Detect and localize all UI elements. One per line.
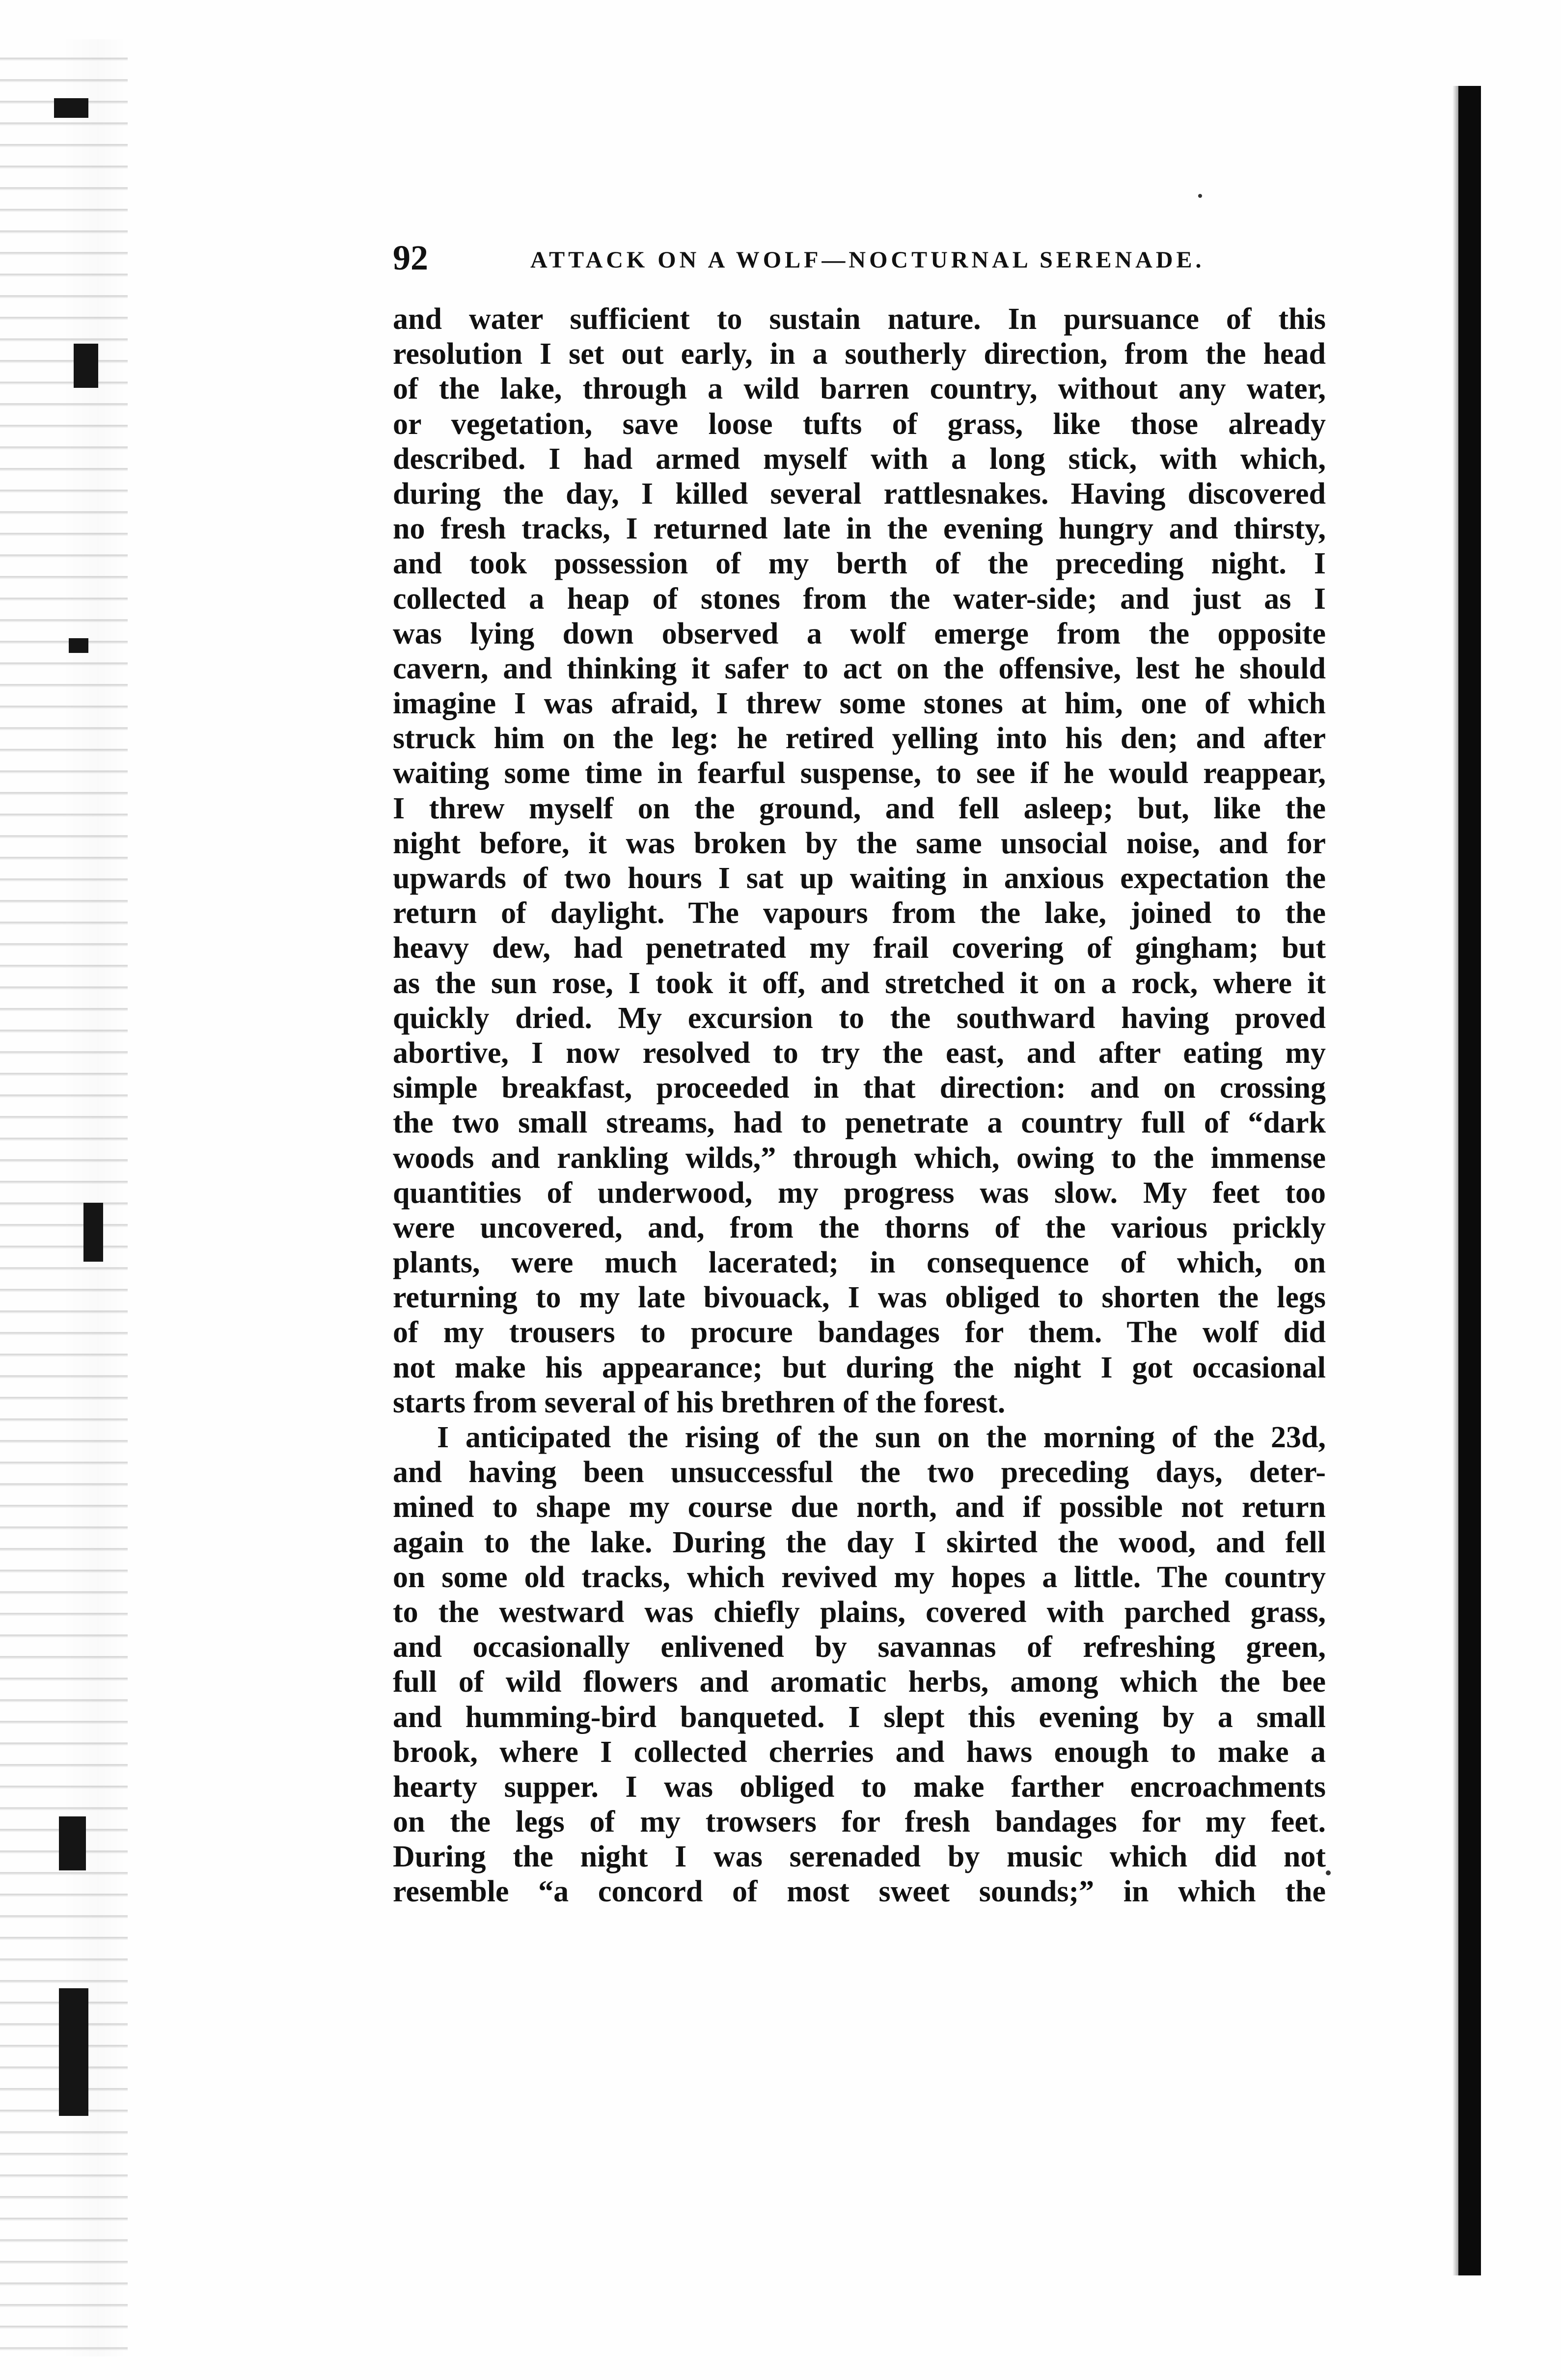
text-line: night before, it was broken by the same unsocial noise, and for	[393, 826, 1326, 860]
body-text	[393, 302, 1326, 1910]
text-line: simple breakfast, proceeded in that direction: and on crossing	[393, 1071, 1326, 1105]
running-head: ATTACK ON A WOLF—NOCTURNAL SERENADE.	[530, 247, 1205, 273]
text-line: brook, where I collected cherries and haws enough to make a	[393, 1735, 1326, 1769]
scan-edge-right	[1458, 86, 1481, 2275]
text-line: quantities of underwood, my progress was slow. My feet too	[393, 1176, 1326, 1210]
scan-mark	[54, 98, 88, 118]
text-line: woods and rankling wilds,” through which, owing to the immense	[393, 1141, 1326, 1175]
text-line: was lying down observed a wolf emerge from the opposite	[393, 617, 1326, 650]
scan-mark	[59, 1988, 88, 2116]
text-line: I threw myself on the ground, and fell asleep; but, like the	[393, 791, 1326, 825]
scan-edge-right-shade	[1452, 86, 1458, 2275]
text-line: and having been unsuccessful the two preceding days, deter-	[393, 1456, 1326, 1489]
text-line: resemble “a concord of most sweet sounds;” in which the	[393, 1875, 1326, 1909]
scan-speck	[1326, 1870, 1331, 1875]
text-line: described. I had armed myself with a long stick, with which,	[393, 442, 1326, 476]
text-line: on the legs of my trowsers for fresh bandages for my feet.	[393, 1805, 1326, 1839]
text-line: not make his appearance; but during the night I got occasional	[393, 1351, 1326, 1384]
text-line: to the westward was chiefly plains, covered with parched grass,	[393, 1595, 1326, 1629]
text-line: full of wild flowers and aromatic herbs, among which the bee	[393, 1665, 1326, 1699]
page-header	[393, 236, 1375, 280]
paragraph-end-line: starts from several of his brethren of the forest.	[393, 1385, 1006, 1419]
text-line: plants, were much lacerated; in consequence of which, on	[393, 1246, 1326, 1280]
text-line: or vegetation, save loose tufts of grass, like those already	[393, 407, 1326, 441]
text-line: heavy dew, had penetrated my frail covering of gingham; but	[393, 931, 1326, 965]
text-line: imagine I was afraid, I threw some stones at him, one of which	[393, 687, 1326, 721]
text-line: hearty supper. I was obliged to make farther encroachments	[393, 1770, 1326, 1804]
scan-mark	[83, 1203, 103, 1262]
text-line: struck him on the leg: he retired yelling into his den; and after	[393, 722, 1326, 756]
text-line: again to the lake. During the day I skirted the wood, and fell	[393, 1525, 1326, 1559]
text-line: as the sun rose, I took it off, and stretched it on a rock, where it	[393, 966, 1326, 1000]
text-line: resolution I set out early, in a southerly direction, from the head	[393, 337, 1326, 371]
text-line: returning to my late bivouack, I was obliged to shorten the legs	[393, 1281, 1326, 1315]
text-line: cavern, and thinking it safer to act on the offensive, lest he should	[393, 651, 1326, 685]
text-line: were uncovered, and, from the thorns of the various prickly	[393, 1211, 1326, 1244]
text-line: of the lake, through a wild barren country, without any water,	[393, 372, 1326, 406]
text-line: mined to shape my course due north, and if possible not return	[393, 1490, 1326, 1524]
text-line: return of daylight. The vapours from the lake, joined to the	[393, 896, 1326, 930]
text-line: abortive, I now resolved to try the east, and after eating my	[393, 1036, 1326, 1070]
text-line: on some old tracks, which revived my hopes a little. The country	[393, 1560, 1326, 1594]
text-line: and humming-bird banqueted. I slept this evening by a small	[393, 1700, 1326, 1734]
scan-mark	[59, 1816, 86, 1870]
scan-speck	[1198, 194, 1202, 198]
text-line: and took possession of my berth of the preceding night. I	[393, 547, 1326, 581]
text-line: quickly dried. My excursion to the southward having proved	[393, 1001, 1326, 1035]
paragraph-start-line: I anticipated the rising of the sun on the morning of the 23d,	[437, 1421, 1326, 1454]
text-line: and water sufficient to sustain nature. In pursuance of this	[393, 302, 1326, 336]
scan-mark	[69, 638, 88, 653]
text-line: waiting some time in fearful suspense, to see if he would reappear,	[393, 757, 1326, 790]
text-line: of my trousers to procure bandages for them. The wolf did	[393, 1316, 1326, 1350]
text-line: During the night I was serenaded by music which did not	[393, 1840, 1326, 1874]
text-line: and occasionally enlivened by savannas of refreshing green,	[393, 1630, 1326, 1664]
text-line: the two small streams, had to penetrate a country full of “dark	[393, 1106, 1326, 1140]
text-line: no fresh tracks, I returned late in the evening hungry and thirsty,	[393, 512, 1326, 546]
page-number: 92	[393, 238, 428, 277]
scan-mark	[74, 344, 98, 388]
text-line: during the day, I killed several rattlesnakes. Having discovered	[393, 477, 1326, 511]
text-line: upwards of two hours I sat up waiting in anxious expectation the	[393, 862, 1326, 895]
text-line: collected a heap of stones from the water-side; and just as I	[393, 582, 1326, 616]
